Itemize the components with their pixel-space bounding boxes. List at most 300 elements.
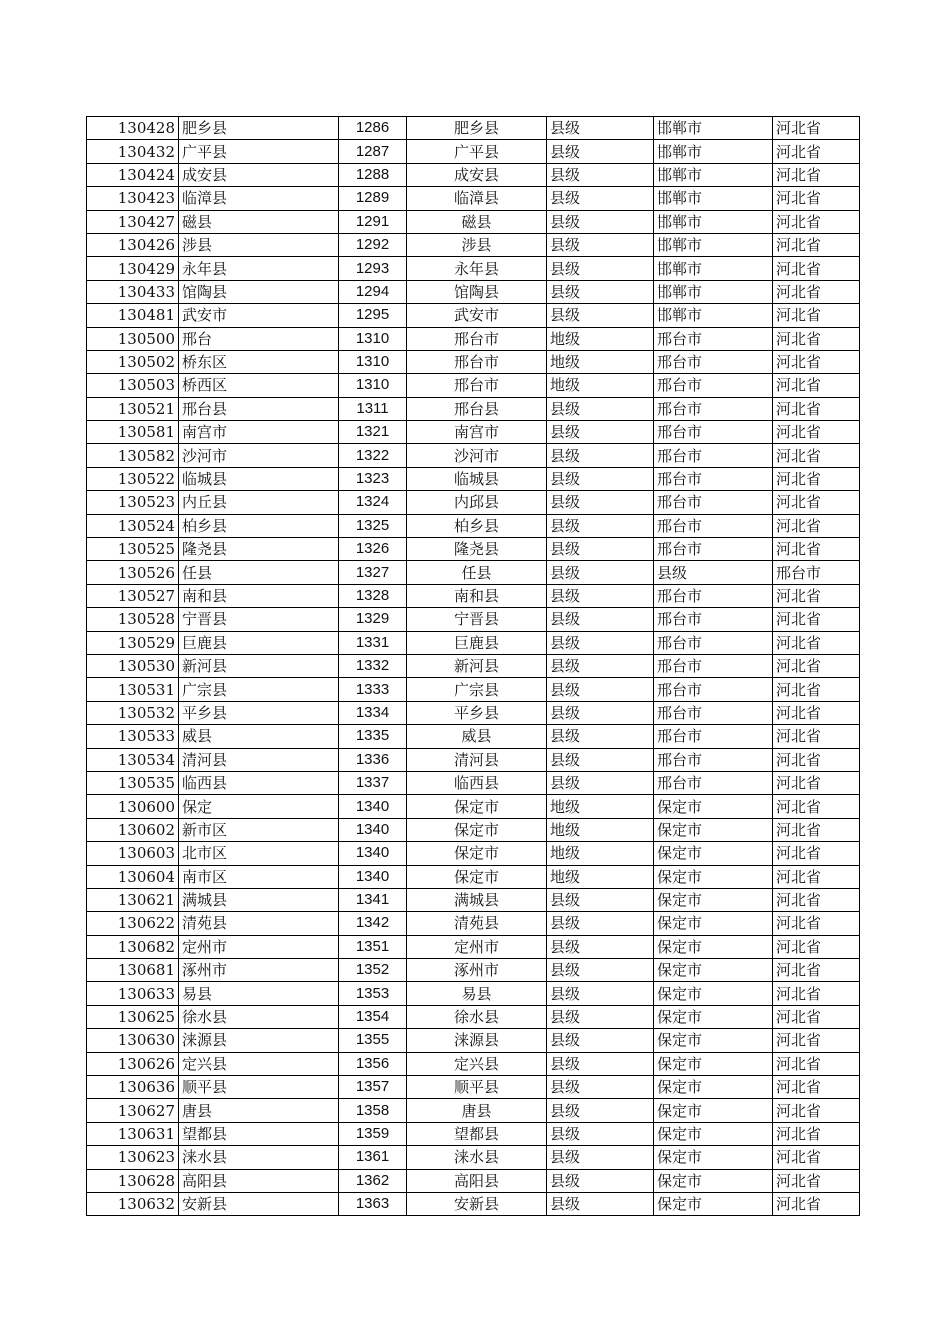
admin-code-cell: 130525 [87, 538, 179, 561]
level-cell: 县级 [547, 725, 654, 748]
level-cell: 地级 [547, 795, 654, 818]
area-number-cell: 1357 [339, 1076, 407, 1099]
admin-code-cell: 130530 [87, 654, 179, 677]
prefecture-cell: 邢台市 [654, 327, 773, 350]
province-cell: 河北省 [773, 701, 860, 724]
prefecture-cell: 保定市 [654, 982, 773, 1005]
province-cell: 河北省 [773, 1076, 860, 1099]
level-cell: 县级 [547, 421, 654, 444]
admin-code-cell: 130626 [87, 1052, 179, 1075]
area-name-cell: 北市区 [179, 842, 339, 865]
city-name-cell: 隆尧县 [407, 538, 547, 561]
city-name-cell: 涞源县 [407, 1029, 547, 1052]
city-name-cell: 临西县 [407, 771, 547, 794]
city-name-cell: 邢台市 [407, 374, 547, 397]
table-row [87, 117, 860, 140]
prefecture-cell: 邢台市 [654, 654, 773, 677]
table-row [87, 1192, 860, 1215]
area-name-cell: 唐县 [179, 1099, 339, 1122]
prefecture-cell: 邢台市 [654, 421, 773, 444]
admin-code-cell: 130423 [87, 187, 179, 210]
table-row [87, 912, 860, 935]
admin-code-cell: 130582 [87, 444, 179, 467]
area-number-cell: 1334 [339, 701, 407, 724]
city-name-cell: 威县 [407, 725, 547, 748]
province-cell: 河北省 [773, 280, 860, 303]
city-name-cell: 武安市 [407, 304, 547, 327]
level-cell: 县级 [547, 584, 654, 607]
city-name-cell: 唐县 [407, 1099, 547, 1122]
level-cell: 县级 [547, 1099, 654, 1122]
prefecture-cell: 邢台市 [654, 608, 773, 631]
area-number-cell: 1335 [339, 725, 407, 748]
level-cell: 县级 [547, 654, 654, 677]
province-cell: 河北省 [773, 421, 860, 444]
area-name-cell: 临城县 [179, 467, 339, 490]
prefecture-cell: 邢台市 [654, 350, 773, 373]
admin-code-cell: 130528 [87, 608, 179, 631]
province-cell: 河北省 [773, 1122, 860, 1145]
city-name-cell: 保定市 [407, 795, 547, 818]
province-cell: 河北省 [773, 163, 860, 186]
city-name-cell: 南宫市 [407, 421, 547, 444]
city-name-cell: 邢台市 [407, 350, 547, 373]
prefecture-cell: 县级 [654, 561, 773, 584]
area-name-cell: 高阳县 [179, 1169, 339, 1192]
city-name-cell: 望都县 [407, 1122, 547, 1145]
area-number-cell: 1286 [339, 117, 407, 140]
area-name-cell: 易县 [179, 982, 339, 1005]
city-name-cell: 涿州市 [407, 959, 547, 982]
area-name-cell: 南市区 [179, 865, 339, 888]
area-name-cell: 任县 [179, 561, 339, 584]
admin-code-cell: 130481 [87, 304, 179, 327]
province-cell: 河北省 [773, 233, 860, 256]
admin-code-cell: 130428 [87, 117, 179, 140]
prefecture-cell: 邯郸市 [654, 280, 773, 303]
prefecture-cell: 邢台市 [654, 631, 773, 654]
level-cell: 县级 [547, 304, 654, 327]
admin-code-cell: 130424 [87, 163, 179, 186]
table-row [87, 350, 860, 373]
city-name-cell: 定兴县 [407, 1052, 547, 1075]
level-cell: 地级 [547, 350, 654, 373]
city-name-cell: 邢台县 [407, 397, 547, 420]
prefecture-cell: 保定市 [654, 959, 773, 982]
area-name-cell: 邢台县 [179, 397, 339, 420]
prefecture-cell: 邢台市 [654, 771, 773, 794]
area-number-cell: 1293 [339, 257, 407, 280]
level-cell: 县级 [547, 491, 654, 514]
table-row [87, 538, 860, 561]
prefecture-cell: 邢台市 [654, 491, 773, 514]
admin-code-cell: 130627 [87, 1099, 179, 1122]
city-name-cell: 涞水县 [407, 1146, 547, 1169]
province-cell: 河北省 [773, 631, 860, 654]
level-cell: 县级 [547, 631, 654, 654]
table-row [87, 421, 860, 444]
prefecture-cell: 邢台市 [654, 444, 773, 467]
admin-code-cell: 130429 [87, 257, 179, 280]
area-name-cell: 临漳县 [179, 187, 339, 210]
province-cell: 河北省 [773, 140, 860, 163]
prefecture-cell: 邯郸市 [654, 257, 773, 280]
province-cell: 河北省 [773, 795, 860, 818]
admin-code-cell: 130500 [87, 327, 179, 350]
city-name-cell: 清河县 [407, 748, 547, 771]
province-cell: 河北省 [773, 865, 860, 888]
area-name-cell: 望都县 [179, 1122, 339, 1145]
area-number-cell: 1352 [339, 959, 407, 982]
prefecture-cell: 邯郸市 [654, 163, 773, 186]
level-cell: 县级 [547, 233, 654, 256]
table-row [87, 233, 860, 256]
area-name-cell: 涞水县 [179, 1146, 339, 1169]
table-row [87, 1076, 860, 1099]
area-number-cell: 1342 [339, 912, 407, 935]
level-cell: 县级 [547, 561, 654, 584]
area-name-cell: 清河县 [179, 748, 339, 771]
level-cell: 县级 [547, 982, 654, 1005]
city-name-cell: 馆陶县 [407, 280, 547, 303]
province-cell: 河北省 [773, 374, 860, 397]
area-number-cell: 1289 [339, 187, 407, 210]
province-cell: 河北省 [773, 1169, 860, 1192]
area-number-cell: 1333 [339, 678, 407, 701]
table-row [87, 444, 860, 467]
level-cell: 地级 [547, 327, 654, 350]
area-name-cell: 磁县 [179, 210, 339, 233]
area-name-cell: 威县 [179, 725, 339, 748]
area-number-cell: 1340 [339, 818, 407, 841]
level-cell: 县级 [547, 1076, 654, 1099]
admin-code-cell: 130682 [87, 935, 179, 958]
table-row [87, 1029, 860, 1052]
area-name-cell: 顺平县 [179, 1076, 339, 1099]
level-cell: 县级 [547, 257, 654, 280]
level-cell: 县级 [547, 280, 654, 303]
prefecture-cell: 邢台市 [654, 748, 773, 771]
table-row [87, 982, 860, 1005]
admin-code-cell: 130681 [87, 959, 179, 982]
level-cell: 县级 [547, 140, 654, 163]
table-row [87, 257, 860, 280]
level-cell: 县级 [547, 888, 654, 911]
table-row [87, 514, 860, 537]
city-name-cell: 广平县 [407, 140, 547, 163]
table-row [87, 584, 860, 607]
prefecture-cell: 邯郸市 [654, 304, 773, 327]
city-name-cell: 保定市 [407, 865, 547, 888]
level-cell: 县级 [547, 444, 654, 467]
area-name-cell: 馆陶县 [179, 280, 339, 303]
admin-code-cell: 130526 [87, 561, 179, 584]
admin-code-cell: 130524 [87, 514, 179, 537]
area-number-cell: 1354 [339, 1005, 407, 1028]
prefecture-cell: 邢台市 [654, 374, 773, 397]
area-name-cell: 新市区 [179, 818, 339, 841]
area-name-cell: 沙河市 [179, 444, 339, 467]
city-name-cell: 临城县 [407, 467, 547, 490]
area-name-cell: 柏乡县 [179, 514, 339, 537]
prefecture-cell: 保定市 [654, 1052, 773, 1075]
area-number-cell: 1361 [339, 1146, 407, 1169]
area-name-cell: 内丘县 [179, 491, 339, 514]
admin-code-cell: 130622 [87, 912, 179, 935]
level-cell: 县级 [547, 1146, 654, 1169]
province-cell: 河北省 [773, 959, 860, 982]
province-cell: 河北省 [773, 304, 860, 327]
level-cell: 县级 [547, 514, 654, 537]
table-row [87, 327, 860, 350]
prefecture-cell: 保定市 [654, 1076, 773, 1099]
prefecture-cell: 保定市 [654, 888, 773, 911]
prefecture-cell: 保定市 [654, 1169, 773, 1192]
province-cell: 河北省 [773, 350, 860, 373]
area-number-cell: 1327 [339, 561, 407, 584]
level-cell: 县级 [547, 1192, 654, 1215]
admin-code-cell: 130502 [87, 350, 179, 373]
table-row [87, 140, 860, 163]
level-cell: 地级 [547, 842, 654, 865]
area-number-cell: 1288 [339, 163, 407, 186]
table-row [87, 187, 860, 210]
table-row [87, 1099, 860, 1122]
prefecture-cell: 保定市 [654, 1122, 773, 1145]
area-number-cell: 1292 [339, 233, 407, 256]
area-name-cell: 安新县 [179, 1192, 339, 1215]
admin-code-cell: 130427 [87, 210, 179, 233]
table-row [87, 701, 860, 724]
area-number-cell: 1326 [339, 538, 407, 561]
prefecture-cell: 邢台市 [654, 397, 773, 420]
table-row [87, 795, 860, 818]
prefecture-cell: 邯郸市 [654, 233, 773, 256]
admin-code-cell: 130532 [87, 701, 179, 724]
area-number-cell: 1322 [339, 444, 407, 467]
province-cell: 河北省 [773, 748, 860, 771]
table-row [87, 678, 860, 701]
city-name-cell: 平乡县 [407, 701, 547, 724]
area-number-cell: 1329 [339, 608, 407, 631]
province-cell: 河北省 [773, 725, 860, 748]
admin-code-cell: 130628 [87, 1169, 179, 1192]
area-name-cell: 保定 [179, 795, 339, 818]
table-row [87, 163, 860, 186]
area-name-cell: 南和县 [179, 584, 339, 607]
province-cell: 河北省 [773, 117, 860, 140]
admin-code-cell: 130602 [87, 818, 179, 841]
level-cell: 县级 [547, 912, 654, 935]
area-number-cell: 1294 [339, 280, 407, 303]
table-row [87, 561, 860, 584]
admin-code-cell: 130531 [87, 678, 179, 701]
admin-code-cell: 130533 [87, 725, 179, 748]
province-cell: 河北省 [773, 935, 860, 958]
province-cell: 河北省 [773, 1029, 860, 1052]
admin-code-cell: 130529 [87, 631, 179, 654]
table-row [87, 304, 860, 327]
table-row [87, 771, 860, 794]
level-cell: 县级 [547, 210, 654, 233]
admin-code-cell: 130621 [87, 888, 179, 911]
admin-code-cell: 130503 [87, 374, 179, 397]
province-cell: 河北省 [773, 818, 860, 841]
city-name-cell: 临漳县 [407, 187, 547, 210]
admin-code-cell: 130581 [87, 421, 179, 444]
area-name-cell: 巨鹿县 [179, 631, 339, 654]
level-cell: 县级 [547, 397, 654, 420]
city-name-cell: 肥乡县 [407, 117, 547, 140]
area-number-cell: 1336 [339, 748, 407, 771]
area-number-cell: 1328 [339, 584, 407, 607]
province-cell: 河北省 [773, 514, 860, 537]
prefecture-cell: 邢台市 [654, 701, 773, 724]
level-cell: 地级 [547, 865, 654, 888]
area-name-cell: 涿州市 [179, 959, 339, 982]
table-row [87, 842, 860, 865]
table-row [87, 210, 860, 233]
province-cell: 河北省 [773, 771, 860, 794]
area-name-cell: 定州市 [179, 935, 339, 958]
area-name-cell: 成安县 [179, 163, 339, 186]
province-cell: 河北省 [773, 491, 860, 514]
city-name-cell: 满城县 [407, 888, 547, 911]
province-cell: 河北省 [773, 444, 860, 467]
prefecture-cell: 邢台市 [654, 467, 773, 490]
city-name-cell: 邢台市 [407, 327, 547, 350]
province-cell: 河北省 [773, 654, 860, 677]
prefecture-cell: 邯郸市 [654, 187, 773, 210]
area-name-cell: 涞源县 [179, 1029, 339, 1052]
area-name-cell: 桥东区 [179, 350, 339, 373]
area-name-cell: 清苑县 [179, 912, 339, 935]
area-name-cell: 肥乡县 [179, 117, 339, 140]
province-cell: 河北省 [773, 912, 860, 935]
area-number-cell: 1340 [339, 842, 407, 865]
area-name-cell: 满城县 [179, 888, 339, 911]
admin-code-cell: 130521 [87, 397, 179, 420]
table-body [87, 117, 860, 1216]
admin-code-cell: 130631 [87, 1122, 179, 1145]
prefecture-cell: 邯郸市 [654, 117, 773, 140]
level-cell: 县级 [547, 1122, 654, 1145]
level-cell: 县级 [547, 117, 654, 140]
area-name-cell: 平乡县 [179, 701, 339, 724]
area-number-cell: 1356 [339, 1052, 407, 1075]
area-number-cell: 1340 [339, 865, 407, 888]
area-name-cell: 广平县 [179, 140, 339, 163]
area-number-cell: 1310 [339, 350, 407, 373]
city-name-cell: 涉县 [407, 233, 547, 256]
city-name-cell: 磁县 [407, 210, 547, 233]
level-cell: 地级 [547, 374, 654, 397]
province-cell: 河北省 [773, 608, 860, 631]
level-cell: 县级 [547, 1005, 654, 1028]
table-row [87, 654, 860, 677]
area-name-cell: 徐水县 [179, 1005, 339, 1028]
prefecture-cell: 保定市 [654, 865, 773, 888]
area-name-cell: 临西县 [179, 771, 339, 794]
table-row [87, 280, 860, 303]
area-name-cell: 永年县 [179, 257, 339, 280]
admin-code-cell: 130433 [87, 280, 179, 303]
area-number-cell: 1353 [339, 982, 407, 1005]
area-number-cell: 1340 [339, 795, 407, 818]
area-number-cell: 1324 [339, 491, 407, 514]
admin-code-cell: 130625 [87, 1005, 179, 1028]
province-cell: 河北省 [773, 257, 860, 280]
province-cell: 河北省 [773, 187, 860, 210]
level-cell: 县级 [547, 771, 654, 794]
level-cell: 县级 [547, 959, 654, 982]
table-row [87, 865, 860, 888]
table-row [87, 397, 860, 420]
admin-code-cell: 130632 [87, 1192, 179, 1215]
table-row [87, 1169, 860, 1192]
prefecture-cell: 保定市 [654, 1005, 773, 1028]
area-number-cell: 1295 [339, 304, 407, 327]
city-name-cell: 宁晋县 [407, 608, 547, 631]
prefecture-cell: 保定市 [654, 795, 773, 818]
area-name-cell: 武安市 [179, 304, 339, 327]
admin-code-cell: 130603 [87, 842, 179, 865]
area-number-cell: 1311 [339, 397, 407, 420]
level-cell: 县级 [547, 678, 654, 701]
area-number-cell: 1332 [339, 654, 407, 677]
admin-code-cell: 130527 [87, 584, 179, 607]
area-number-cell: 1310 [339, 374, 407, 397]
area-number-cell: 1287 [339, 140, 407, 163]
area-name-cell: 隆尧县 [179, 538, 339, 561]
city-name-cell: 保定市 [407, 818, 547, 841]
admin-code-cell: 130604 [87, 865, 179, 888]
area-name-cell: 涉县 [179, 233, 339, 256]
admin-code-cell: 130600 [87, 795, 179, 818]
city-name-cell: 南和县 [407, 584, 547, 607]
admin-code-cell: 130523 [87, 491, 179, 514]
level-cell: 县级 [547, 1029, 654, 1052]
city-name-cell: 定州市 [407, 935, 547, 958]
level-cell: 县级 [547, 935, 654, 958]
city-name-cell: 易县 [407, 982, 547, 1005]
prefecture-cell: 保定市 [654, 1099, 773, 1122]
admin-code-cell: 130633 [87, 982, 179, 1005]
area-number-cell: 1358 [339, 1099, 407, 1122]
prefecture-cell: 保定市 [654, 1192, 773, 1215]
city-name-cell: 成安县 [407, 163, 547, 186]
area-name-cell: 定兴县 [179, 1052, 339, 1075]
province-cell: 河北省 [773, 1005, 860, 1028]
prefecture-cell: 保定市 [654, 818, 773, 841]
area-name-cell: 南宫市 [179, 421, 339, 444]
table-row [87, 888, 860, 911]
area-number-cell: 1341 [339, 888, 407, 911]
city-name-cell: 安新县 [407, 1192, 547, 1215]
level-cell: 县级 [547, 748, 654, 771]
city-name-cell: 高阳县 [407, 1169, 547, 1192]
province-cell: 河北省 [773, 397, 860, 420]
prefecture-cell: 邢台市 [654, 538, 773, 561]
area-name-cell: 宁晋县 [179, 608, 339, 631]
admin-code-cell: 130636 [87, 1076, 179, 1099]
province-cell: 河北省 [773, 210, 860, 233]
prefecture-cell: 保定市 [654, 1146, 773, 1169]
level-cell: 县级 [547, 1052, 654, 1075]
province-cell: 邢台市 [773, 561, 860, 584]
prefecture-cell: 保定市 [654, 1029, 773, 1052]
table-row [87, 608, 860, 631]
